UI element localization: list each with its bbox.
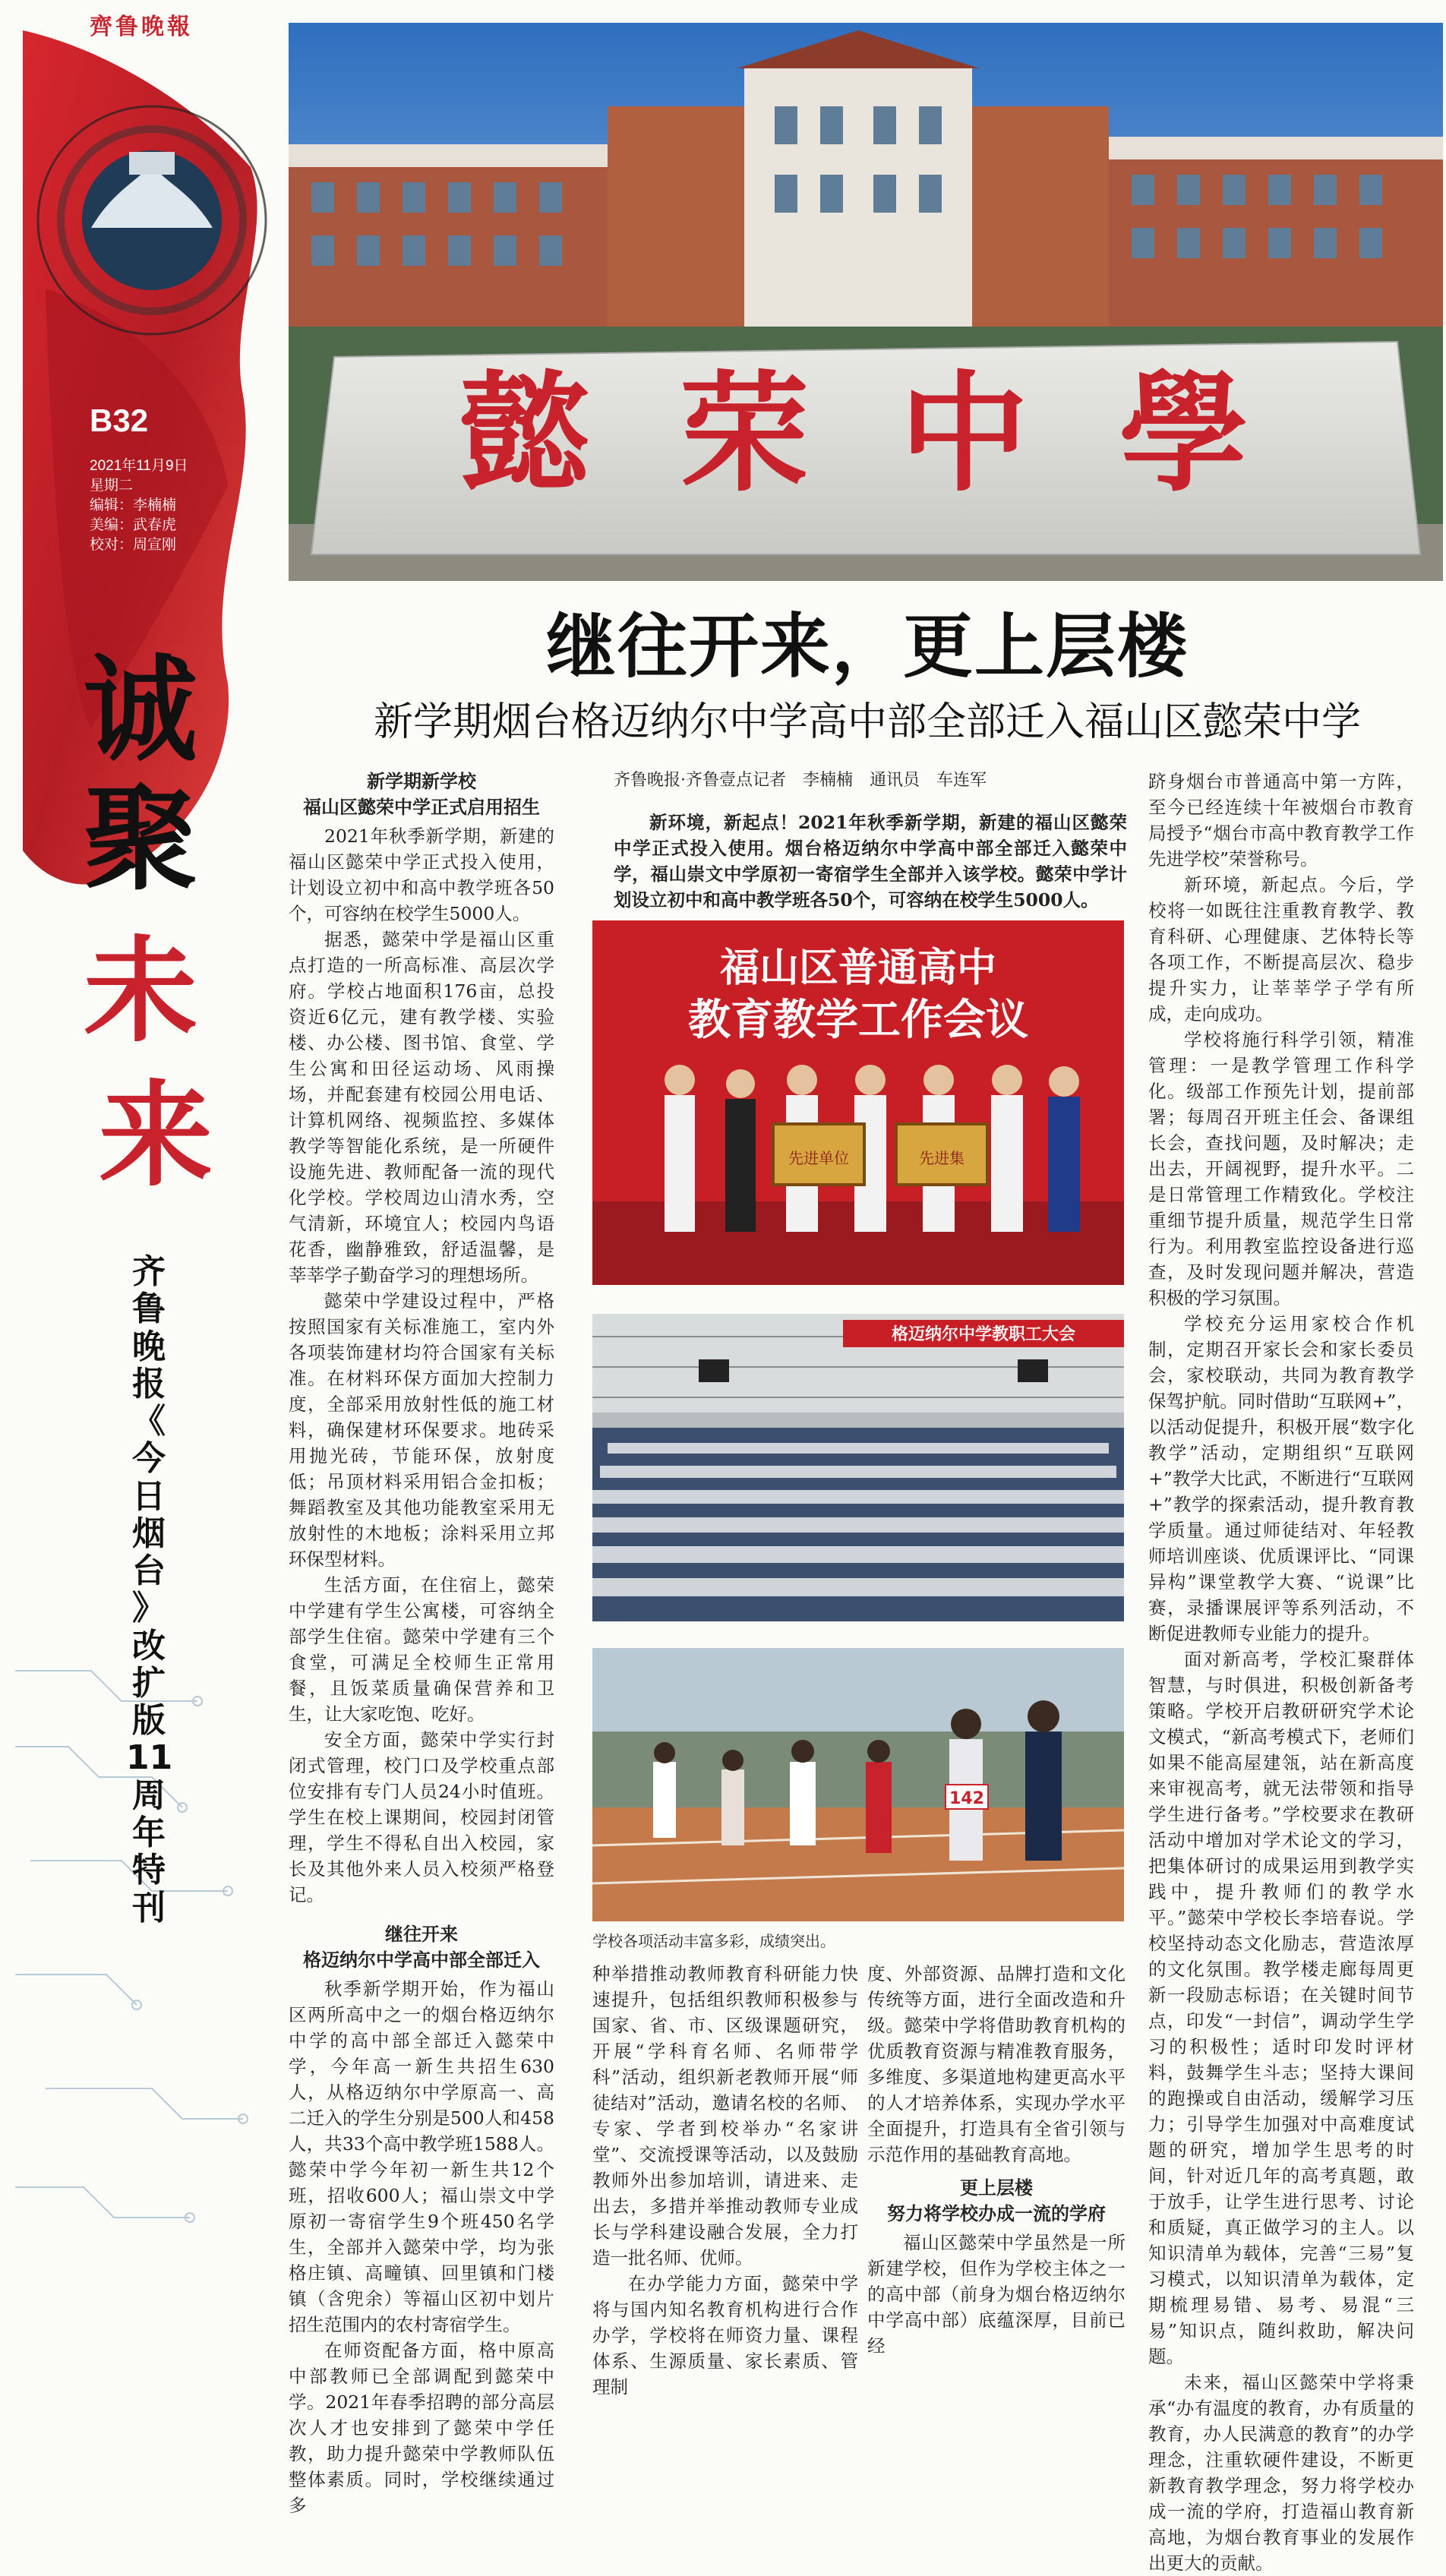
paragraph: 跻身烟台市普通高中第一方阵，至今已经连续十年被烟台市教育局授予“烟台市高中教育教学工作先进学校”荣誉称号。 [1148, 771, 1414, 870]
special-char: 烟 [132, 1514, 166, 1553]
special-char: 11 [126, 1738, 173, 1778]
byline: 齐鲁晚报·齐鲁壹点记者 李楠楠 通讯员 车连军 [614, 771, 987, 790]
article-column-3-bottom [867, 1961, 1126, 2359]
page-editor: 编辑：李楠楠 [90, 497, 177, 513]
plaque-1: 先进单位 [788, 1149, 849, 1167]
paragraph: 学校将施行科学引领，精准管理：一是教学管理工作科学化。级部工作预先计划，提前部署；每周召开班主任会、备课组长会，查找问题，及时解决；走出去，开阔视野，提升水平。二是日常管理工作精致化。学校注重细节提升质量，规范学生日常行为。利用教室监控设备进行巡查，及时发现问题并解决，营造积极的学习氛围。 [1148, 1029, 1414, 1309]
special-char: 扩 [132, 1663, 166, 1703]
article-column-4 [1148, 769, 1414, 2576]
special-char: 刊 [132, 1888, 166, 1927]
paragraph: 新环境，新起点。今后，学校将一如既往注重教育教学、教育科研、心理健康、艺体特长等各项工作，不断提高层次、稳步提升实力，让莘莘学子学有所成，走向成功。 [1148, 874, 1414, 1024]
assembly-banner: 格迈纳尔中学教职工大会 [891, 1325, 1076, 1344]
side-title-char-4: 来 [99, 1069, 213, 1202]
headline: 继往开来，更上层楼 [545, 605, 1189, 687]
side-title-char-1: 诚 [84, 643, 198, 777]
section-heading-2-line-2: 格迈纳尔中学高中部全部迁入 [303, 1949, 540, 1971]
special-char: 周 [132, 1776, 166, 1815]
paragraph: 据悉，懿荣中学是福山区重点打造的一所高标准、高层次学府。学校占地面积176亩，总投资近6亿元，建有教学楼、实验楼、办公楼、图书馆、食堂、学生公寓和田径运动场、风雨操场，并配套建有校园公用电话、计算机网络、视频监控、多媒体教学等智能化系统，是一所硬件设施先进、教师配备一流的现代化学校。学校周边山清水秀，空气清新，环境宜人；校园内鸟语花香，幽静雅致，舒适温馨，是莘莘学子勤奋学习的理想场所。 [289, 929, 554, 1286]
hero-photo-illustration [289, 23, 1443, 581]
special-edition-vertical-title [126, 1253, 172, 1927]
photo-2-illustration [592, 1314, 1124, 1621]
photo-sports-meet [592, 1648, 1124, 1921]
page-date: 2021年11月9日 [90, 458, 188, 474]
paragraph: 安全方面，懿荣中学实行封闭式管理，校门口及学校重点部位安排有专门人员24小时值班。学生在校上课期间，校园封闭管理，学生不得私自出入校园，家长及其他外来人员入校须严格登记。 [289, 1729, 554, 1905]
section-heading-1-line-1: 新学期新学校 [367, 771, 476, 792]
banner-line-2: 教育教学工作会议 [688, 996, 1028, 1045]
special-char: 报 [132, 1364, 166, 1403]
special-char: 改 [132, 1626, 166, 1665]
special-char: 特 [132, 1851, 166, 1890]
photo-education-conference [592, 920, 1124, 1285]
special-char: 》 [132, 1589, 166, 1628]
special-char: 年 [132, 1813, 166, 1852]
special-char: 《 [132, 1402, 166, 1441]
side-title-char-3: 未 [84, 924, 198, 1058]
article-column-2-bottom [592, 1961, 858, 2400]
paragraph: 福山区懿荣中学虽然是一所新建学校，但作为学校主体之一的高中部（前身为烟台格迈纳尔中学高中部）底蕴深厚，目前已经 [867, 2232, 1126, 2357]
photo-caption: 学校各项活动丰富多彩，成绩突出。 [592, 1932, 835, 1950]
special-char: 版 [132, 1701, 166, 1741]
side-title-char-2: 聚 [84, 772, 198, 906]
paragraph: 学校充分运用家校合作机制，定期召开家长会和家长委员会，家校联动，共同为教育教学保驾护航。同时借助“互联网+”，以活动促提升，积极开展“数字化教学”活动，定期组织“互联网+”教学大比武，不断进行“互联网+”教学的探索活动，提升教育教学质量。通过师徒结对、年轻教师培训座谈、优质课评比、“同课异构”课堂教学大赛、“说课”比赛，录播课展评等系列活动，不断促进教师专业能力的提升。 [1148, 1313, 1414, 1644]
photo-staff-assembly [592, 1314, 1124, 1621]
photo-3-illustration [592, 1648, 1124, 1921]
masthead-logo: 齊鲁晚報 [90, 14, 193, 40]
plaque-2: 先进集 [919, 1149, 965, 1167]
special-char: 台 [132, 1552, 166, 1591]
lead-paragraph: 新环境，新起点！2021年秋季新学期，新建的福山区懿荣中学正式投入使用。烟台格迈纳尔中学高中部全部迁入懿荣中学，福山崇文中学原初一寄宿学生全部并入该学校。懿荣中学计划设立初中和高中教学班各50个，可容纳在校学生5000人。 [614, 812, 1127, 911]
special-char: 齐 [132, 1252, 166, 1291]
article-column-1 [289, 769, 554, 2518]
paragraph: 未来，福山区懿荣中学将秉承“办有温度的教育，办有质量的教育，办人民满意的教育”的办学理念，注重软硬件建设，不断更新教育教学理念，努力将学校办成一流的学府，打造福山教育新高地，为烟台教育事业的发展作出更大的贡献。 [1148, 2372, 1414, 2574]
paragraph: 懿荣中学建设过程中，严格按照国家有关标准施工，室内外各项装饰建材均符合国家有关标准。在材料环保方面加大控制力度，全部采用放射性低的施工材料，确保建材环保要求。地砖采用抛光砖，节能环保，放射度低；吊顶材料采用铝合金扣板；舞蹈教室及其他功能教室采用无放射性的木地板；涂料采用立邦环保型材料。 [289, 1290, 554, 1570]
paragraph: 面对新高考，学校汇聚群体智慧，与时俱进，积极创新备考策略。学校开启教研研究学术论文模式，“新高考模式下，老师们如果不能高屋建瓴，站在新高度来审视高考，就无法带领和指导学生进行备考。”学校要求在教研活动中增加对学术论文的学习，把集体研讨的成果运用到教学实践中，提升教师们的教学水平。”懿荣中学校长李培春说。学校坚持动态文化励志，营造浓厚的文化氛围。教学楼走廊每周更新一段励志标语；在关键时间节点，印发“一封信”，调动学生学习的积极性；适时印发时评材料，鼓舞学生斗志；坚持大课间的跑操或自由活动，缓解学习压力；引导学生加强对中高难度试题的研究，增加学生思考的时间，针对近几年的高考真题，敢于放手，让学生进行思考、讨论和质疑，真正做学习的主人。以知识清单为载体，完善“三易”复习模式，以知识清单为载体，定期梳理易错、易考、易混“三易”知识点，随纠救助，解决问题。 [1148, 1649, 1414, 2367]
special-char: 今 [132, 1439, 166, 1479]
section-heading-1-line-2: 福山区懿荣中学正式启用招生 [303, 797, 540, 818]
special-char: 日 [132, 1476, 166, 1516]
paragraph: 在办学能力方面，懿荣中学将与国内知名教育机构进行合作办学，学校将在师资力量、课程体系、生源质量、家长素质、管理制 [592, 2273, 858, 2398]
paragraph: 在师资配备方面，格中原高中部教师已全部调配到懿荣中学。2021年春季招聘的部分高层次人才也安排到了懿荣中学任教，助力提升懿荣中学教师队伍整体素质。同时，学校继续通过多 [289, 2340, 554, 2516]
section-heading-3-line-1: 更上层楼 [960, 2177, 1033, 2199]
special-char: 鲁 [132, 1290, 166, 1329]
paragraph: 2021年秋季新学期，新建的福山区懿荣中学正式投入使用，计划设立初中和高中教学班各50个，可容纳在校学生5000人。 [289, 826, 554, 924]
hero-photo-school [289, 23, 1443, 581]
runner-bib: 142 [949, 1789, 984, 1808]
paragraph: 度、外部资源、品牌打造和文化传统等方面，进行全面改造和升级。懿荣中学将借助教育机构的优质教育资源与精准教育服务，多维度、多渠道地构建更高水平的人才培养体系，实现办学水平全面提升，打造具有全省引领与示范作用的基础教育高地。 [867, 1963, 1126, 2165]
page-weekday: 星期二 [90, 478, 134, 494]
paragraph: 生活方面，在住宿上，懿荣中学建有学生公寓楼，可容纳全部学生住宿。懿荣中学建有三个食堂，可满足全校师生正常用餐，且饭菜质量确保营养和卫生，让大家吃饱、吃好。 [289, 1574, 554, 1725]
special-char: 晚 [132, 1327, 166, 1366]
page-art-editor: 美编：武春虎 [90, 517, 177, 533]
sign-text: 懿 荣 中 學 [460, 358, 1271, 510]
banner-line-1: 福山区普通高中 [719, 945, 997, 991]
paragraph: 秋季新学期开始，作为福山区两所高中之一的烟台格迈纳尔中学的高中部全部迁入懿荣中学，今年高一新生共招生630人，从格迈纳尔中学原高一、高二迁入的学生分别是500人和458人，共33个高中教学班1588人。懿荣中学今年初一新生共12个班，招收600人；福山崇文中学原初一寄宿学生9个班450名学生，全部并入懿荣中学，均为张格庄镇、高疃镇、回里镇和门楼镇（含兜余）等福山区初中划片招生范围内的农村寄宿学生。 [289, 1978, 554, 2335]
photo-1-illustration [592, 920, 1124, 1285]
section-heading-3-line-2: 努力将学校办成一流的学府 [887, 2203, 1106, 2224]
subheadline: 新学期烟台格迈纳尔中学高中部全部迁入福山区懿荣中学 [373, 699, 1361, 745]
page-number: B32 [90, 402, 149, 438]
page-proofreader: 校对：周宣刚 [90, 537, 177, 553]
paragraph: 种举措推动教师教育科研能力快速提升，包括组织教师积极参与国家、省、市、区级课题研究，开展“学科育名师、名师带学科”活动，组织新老教师开展“师徒结对”活动，邀请名校的名师、专家、学者到校举办“名家讲堂”、交流授课等活动，以及鼓励教师外出参加培训，请进来、走出去，多措并举推动教师专业成长与学科建设融合发展，全力打造一批名师、优师。 [592, 1963, 858, 2268]
section-heading-2-line-1: 继往开来 [385, 1924, 458, 1945]
